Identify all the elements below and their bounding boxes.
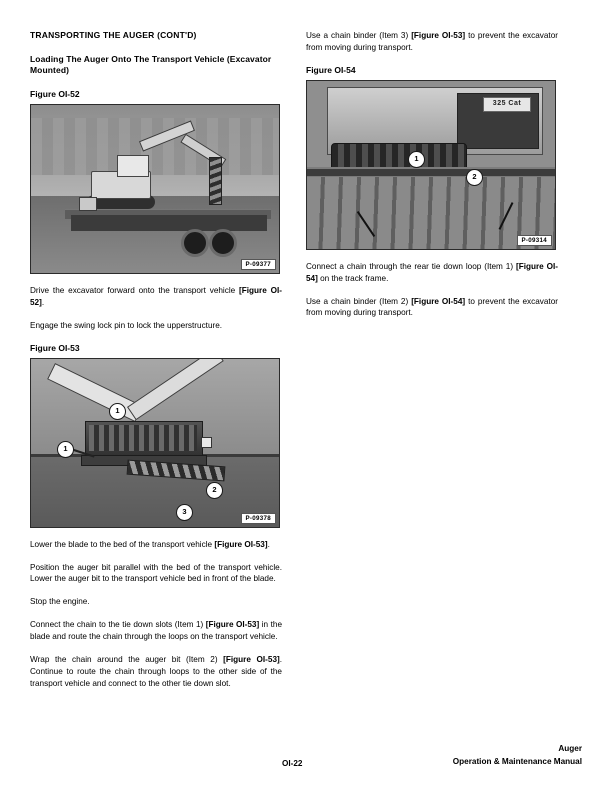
paragraph-chain-binder-2 bbox=[306, 296, 558, 320]
auger-bit bbox=[209, 157, 222, 205]
tie-down-slot bbox=[201, 437, 212, 448]
paragraph-stop-engine: Stop the engine. bbox=[30, 597, 90, 607]
callout-2: 2 bbox=[206, 482, 223, 499]
paragraph-wrap-chain-auger bbox=[30, 654, 282, 690]
text-run: Connect a chain through the rear tie down loop (Item 1) bbox=[306, 261, 516, 271]
figure-reference: [Figure OI-53] bbox=[223, 654, 280, 664]
text-run: Use a chain binder (Item 2) bbox=[306, 296, 412, 306]
figure-oi-54-label: Figure OI-54 bbox=[306, 64, 356, 75]
figure-reference: [Figure OI-54] bbox=[411, 296, 466, 306]
figure-reference: [Figure OI-54] bbox=[306, 261, 558, 283]
section-heading: Loading The Auger Onto The Transport Vehicle (Excavator Mounted) bbox=[30, 54, 272, 76]
photo-code-oi-52: P-09377 bbox=[241, 259, 277, 270]
manual-identifier bbox=[453, 743, 582, 768]
page-title: TRANSPORTING THE AUGER (CONT'D) bbox=[30, 30, 197, 40]
figure-oi-52-label: Figure OI-52 bbox=[30, 88, 80, 99]
callout-1: 1 bbox=[109, 403, 126, 420]
excavator-blade bbox=[79, 197, 97, 211]
paragraph-rear-tie-down-loop bbox=[306, 261, 558, 285]
right-column bbox=[306, 30, 558, 330]
deck-rail bbox=[307, 169, 555, 176]
text-run: on the track frame. bbox=[317, 273, 389, 283]
figure-oi-53-label: Figure OI-53 bbox=[30, 342, 80, 353]
text-run: to prevent the excavator from moving during transport. bbox=[306, 296, 558, 318]
text-run: to prevent the excavator from moving during transport. bbox=[306, 31, 558, 52]
figure-oi-54-image bbox=[306, 80, 556, 250]
trailer-wheel bbox=[209, 229, 237, 257]
text-run: . bbox=[41, 297, 45, 307]
text-run: Lower the blade to the bed of the transport vehicle bbox=[30, 539, 215, 549]
text-run: Wrap the chain around the auger bit (Item 2) bbox=[30, 654, 224, 664]
figure-reference: [Figure OI-52] bbox=[30, 285, 282, 307]
callout-3: 3 bbox=[176, 504, 193, 521]
paragraph-swing-lock-pin: Engage the swing lock pin to lock the upperstructure. bbox=[30, 320, 223, 330]
paragraph-connect-chain-slots bbox=[30, 619, 282, 643]
text-run: Use a chain binder (Item 3) bbox=[306, 31, 412, 40]
manual-subtitle: Operation & Maintenance Manual bbox=[452, 756, 582, 766]
excavator-cab bbox=[117, 155, 149, 177]
machine-decal: 325 Cat bbox=[483, 97, 531, 112]
callout-1: 1 bbox=[57, 441, 74, 458]
callout-1: 1 bbox=[408, 151, 425, 168]
paragraph-drive-forward bbox=[30, 285, 282, 309]
trailer-wheel bbox=[181, 229, 209, 257]
figure-reference: [Figure OI-53] bbox=[411, 31, 466, 40]
photo-code-oi-53: P-09378 bbox=[241, 513, 277, 524]
paragraph-chain-binder-3 bbox=[306, 30, 558, 54]
figure-reference: [Figure OI-53] bbox=[214, 539, 268, 549]
chain-loops bbox=[89, 425, 197, 451]
paragraph-lower-blade bbox=[30, 539, 282, 551]
text-run: . Continue to route the chain through loops to the other side of the transport vehicle and connect to the other tie down slot. bbox=[30, 654, 283, 688]
figure-oi-52-image bbox=[30, 104, 280, 274]
text-run: Drive the excavator forward onto the transport vehicle bbox=[30, 285, 240, 295]
figure-reference: [Figure OI-53] bbox=[205, 620, 260, 630]
manual-title: Auger bbox=[558, 744, 582, 754]
text-run: Connect the chain to the tie down slots (Item 1) bbox=[30, 620, 206, 630]
text-run: in the blade and route the chain through the loops on the transport vehicle. bbox=[30, 620, 282, 642]
figure-oi-53-image bbox=[30, 358, 280, 528]
left-column bbox=[30, 30, 282, 701]
callout-2: 2 bbox=[466, 169, 483, 186]
text-run: . bbox=[267, 539, 270, 549]
photo-code-oi-54: P-09314 bbox=[517, 235, 553, 246]
trailer-frame bbox=[71, 215, 267, 231]
paragraph-position-auger-bit: Position the auger bit parallel with the bed of the transport vehicle. Lower the auger bit to the transport vehicle bed in front of the blade. bbox=[30, 562, 282, 584]
photo-background-building bbox=[31, 118, 279, 175]
page-number: OI-22 bbox=[282, 759, 303, 768]
